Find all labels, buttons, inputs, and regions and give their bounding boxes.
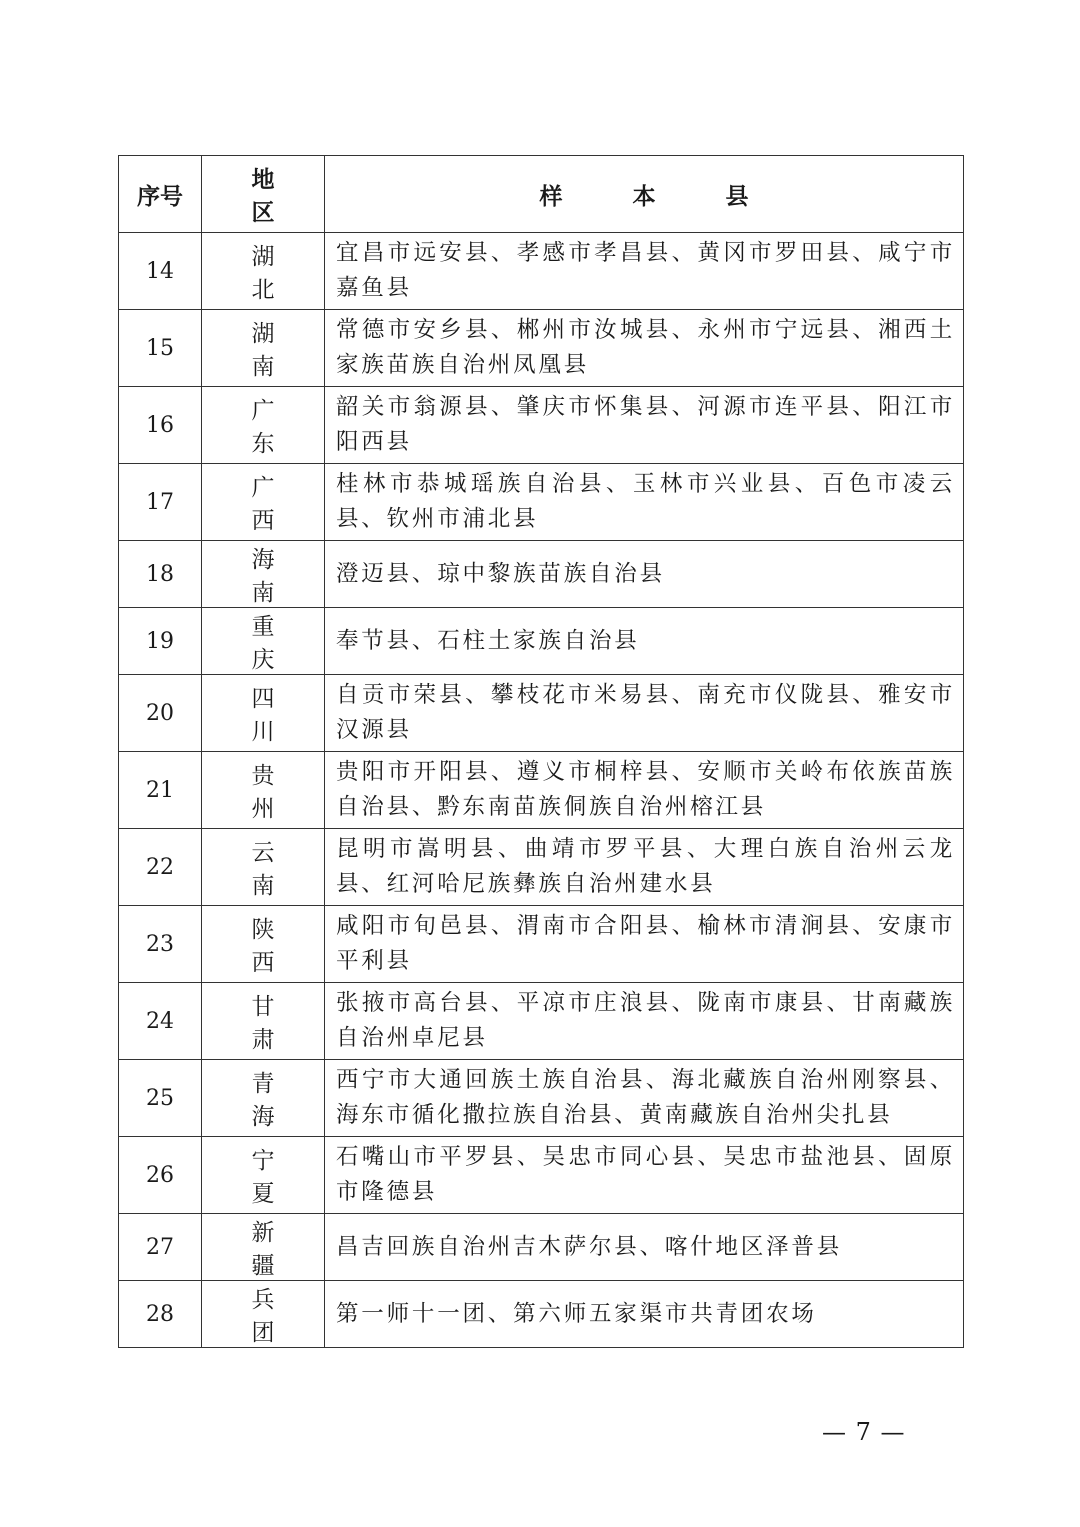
row-serial-number: 28 bbox=[119, 1281, 202, 1348]
row-serial-number: 19 bbox=[119, 608, 202, 675]
row-region: 广东 bbox=[202, 387, 325, 464]
table-row bbox=[119, 675, 964, 752]
table-row bbox=[119, 983, 964, 1060]
table-row bbox=[119, 829, 964, 906]
row-serial-number: 18 bbox=[119, 541, 202, 608]
table-row bbox=[119, 906, 964, 983]
row-region: 青海 bbox=[202, 1060, 325, 1137]
page-number: — 7 — bbox=[822, 1418, 906, 1446]
table-row bbox=[119, 1281, 964, 1348]
row-serial-number: 26 bbox=[119, 1137, 202, 1214]
row-region: 湖北 bbox=[202, 233, 325, 310]
table-row bbox=[119, 464, 964, 541]
row-region: 湖南 bbox=[202, 310, 325, 387]
header-region: 地区 bbox=[202, 156, 325, 233]
row-region: 广西 bbox=[202, 464, 325, 541]
row-sample-counties: 自贡市荣县、攀枝花市米易县、南充市仪陇县、雅安市汉源县 bbox=[325, 675, 964, 752]
row-serial-number: 24 bbox=[119, 983, 202, 1060]
table-row bbox=[119, 310, 964, 387]
table-header-row bbox=[119, 156, 964, 233]
row-sample-counties: 贵阳市开阳县、遵义市桐梓县、安顺市关岭布依族苗族自治县、黔东南苗族侗族自治州榕江县 bbox=[325, 752, 964, 829]
row-region: 兵团 bbox=[202, 1281, 325, 1348]
row-sample-counties: 宜昌市远安县、孝感市孝昌县、黄冈市罗田县、咸宁市嘉鱼县 bbox=[325, 233, 964, 310]
row-serial-number: 14 bbox=[119, 233, 202, 310]
row-sample-counties: 石嘴山市平罗县、吴忠市同心县、吴忠市盐池县、固原市隆德县 bbox=[325, 1137, 964, 1214]
row-sample-counties: 张掖市高台县、平凉市庄浪县、陇南市康县、甘南藏族自治州卓尼县 bbox=[325, 983, 964, 1060]
row-region: 海南 bbox=[202, 541, 325, 608]
table-row bbox=[119, 233, 964, 310]
table-row bbox=[119, 541, 964, 608]
row-sample-counties: 西宁市大通回族土族自治县、海北藏族自治州刚察县、海东市循化撒拉族自治县、黄南藏族自治州尖扎县 bbox=[325, 1060, 964, 1137]
row-serial-number: 17 bbox=[119, 464, 202, 541]
row-sample-counties: 桂林市恭城瑶族自治县、玉林市兴业县、百色市凌云县、钦州市浦北县 bbox=[325, 464, 964, 541]
row-region: 四川 bbox=[202, 675, 325, 752]
row-region: 新疆 bbox=[202, 1214, 325, 1281]
sample-counties-table-container bbox=[118, 155, 963, 1348]
table-row bbox=[119, 608, 964, 675]
table-row bbox=[119, 1137, 964, 1214]
row-sample-counties: 澄迈县、琼中黎族苗族自治县 bbox=[325, 541, 964, 608]
row-region: 贵州 bbox=[202, 752, 325, 829]
table-row bbox=[119, 1060, 964, 1137]
table-row bbox=[119, 387, 964, 464]
row-sample-counties: 常德市安乡县、郴州市汝城县、永州市宁远县、湘西土家族苗族自治州凤凰县 bbox=[325, 310, 964, 387]
row-sample-counties: 昌吉回族自治州吉木萨尔县、喀什地区泽普县 bbox=[325, 1214, 964, 1281]
row-serial-number: 15 bbox=[119, 310, 202, 387]
header-sample-counties: 样本县 bbox=[325, 156, 964, 233]
row-region: 甘肃 bbox=[202, 983, 325, 1060]
row-region: 宁夏 bbox=[202, 1137, 325, 1214]
row-serial-number: 25 bbox=[119, 1060, 202, 1137]
row-sample-counties: 咸阳市旬邑县、渭南市合阳县、榆林市清涧县、安康市平利县 bbox=[325, 906, 964, 983]
sample-counties-table bbox=[118, 155, 964, 1348]
header-serial-number: 序号 bbox=[119, 156, 202, 233]
row-serial-number: 23 bbox=[119, 906, 202, 983]
table-row bbox=[119, 752, 964, 829]
row-serial-number: 20 bbox=[119, 675, 202, 752]
row-sample-counties: 韶关市翁源县、肇庆市怀集县、河源市连平县、阳江市阳西县 bbox=[325, 387, 964, 464]
row-region: 陕西 bbox=[202, 906, 325, 983]
row-sample-counties: 昆明市嵩明县、曲靖市罗平县、大理白族自治州云龙县、红河哈尼族彝族自治州建水县 bbox=[325, 829, 964, 906]
table-row bbox=[119, 1214, 964, 1281]
row-serial-number: 16 bbox=[119, 387, 202, 464]
row-sample-counties: 第一师十一团、第六师五家渠市共青团农场 bbox=[325, 1281, 964, 1348]
row-region: 重庆 bbox=[202, 608, 325, 675]
row-sample-counties: 奉节县、石柱土家族自治县 bbox=[325, 608, 964, 675]
row-serial-number: 22 bbox=[119, 829, 202, 906]
row-serial-number: 21 bbox=[119, 752, 202, 829]
row-serial-number: 27 bbox=[119, 1214, 202, 1281]
row-region: 云南 bbox=[202, 829, 325, 906]
